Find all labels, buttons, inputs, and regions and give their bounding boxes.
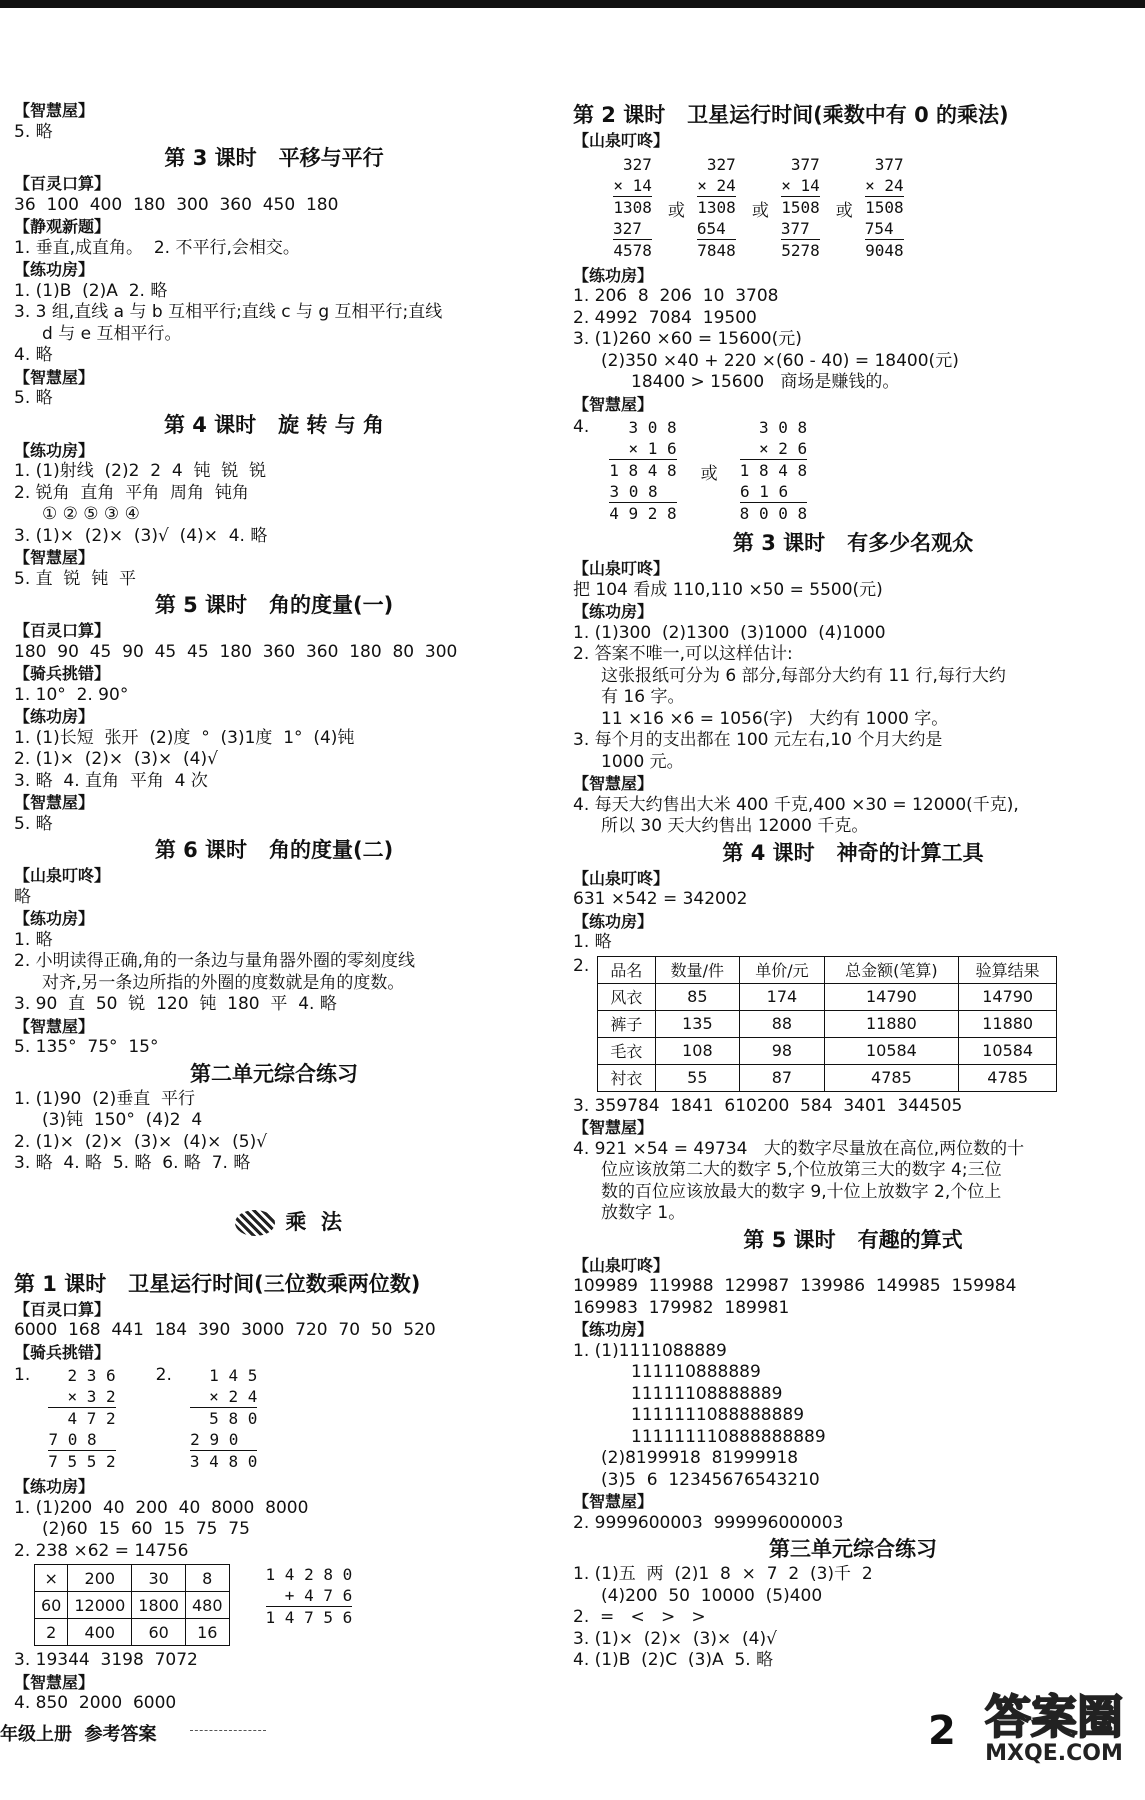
answer-line: 5. 135° 75° 15° (14, 1037, 159, 1057)
calc-line: × 2 4 (209, 1387, 258, 1406)
section-label: 【智慧屋】 (14, 548, 95, 567)
answer-line: (2)8199918 81999918 (601, 1448, 799, 1468)
calc-line: × 14 (781, 175, 820, 195)
answer-line: 2. 4992 7084 19500 (573, 307, 757, 328)
table-cell: 11880 (824, 1010, 958, 1037)
answer-line: ① ② ⑤ ③ ④ (42, 504, 140, 524)
section-label: 【山泉叮咚】 (573, 1255, 670, 1275)
answer-line: 3. 略 4. 略 5. 略 6. 略 7. 略 (14, 1153, 251, 1173)
calc-line: 6 1 6 (739, 482, 789, 501)
vertical-multiplication (740, 417, 807, 524)
calc-result: 7 5 5 2 (48, 1452, 116, 1471)
section-label: 【智慧屋】 (573, 1118, 654, 1137)
grid-cell: 200 (68, 1565, 132, 1592)
calc-result: 4578 (613, 240, 652, 260)
grid-cell: 400 (68, 1619, 132, 1646)
table-row (598, 983, 1057, 1010)
calc-line: × 2 6 (758, 439, 808, 458)
calc-line: + 4 7 6 (284, 1586, 353, 1605)
section-label: 【练功房】 (573, 1320, 654, 1339)
answer-line: 3. 359784 1841 610200 584 3401 344505 (573, 1095, 963, 1116)
calc-result: 1 4 7 5 6 (265, 1608, 353, 1627)
section-label: 【静观新题】 (14, 217, 111, 236)
section-label: 【百灵口算】 (14, 621, 111, 640)
grid-row (35, 1619, 230, 1646)
answer-line: 5. 略 (14, 388, 53, 408)
lesson-heading: 第 3 课时 平移与平行 (164, 146, 384, 170)
answer-line: 位应该放第二大的数字 5,个位放第三大的数字 4;三位 (601, 1160, 1002, 1180)
answer-line: 3. (1)260 ×60 = 15600(元) (573, 329, 802, 349)
lesson-heading: 第 3 课时 有多少名观众 (732, 531, 974, 555)
answer-line: 2. 小明读得正确,角的一条边与量角器外圈的零刻度线 (14, 951, 416, 971)
answer-line: 4. 略 (14, 345, 53, 365)
answer-line: 1. (1)300 (2)1300 (3)1000 (4)1000 (573, 622, 886, 643)
calc-line: 3 0 8 (628, 418, 677, 437)
section-label: 【练功房】 (573, 911, 654, 931)
answer-line: 2. (1)× (2)× (3)× (4)× (5)√ (14, 1131, 268, 1152)
table-header: 总金额(笔算) (824, 956, 958, 983)
vertical-calculations (573, 417, 1133, 524)
answer-line: 4. 850 2000 6000 (14, 1693, 177, 1713)
answer-line: 6000 168 441 184 390 3000 720 70 50 520 (14, 1320, 436, 1340)
answer-line: 4. 每天大约售出大米 400 千克,400 ×30 = 12000(千克), (573, 794, 1019, 815)
lesson-heading: 第 1 课时 卫星运行时间(三位数乘两位数) (14, 1271, 421, 1296)
grid-row (35, 1592, 230, 1619)
calc-line: 5 8 0 (190, 1407, 257, 1429)
lesson-heading: 第 5 课时 有趣的算式 (743, 1227, 963, 1252)
vertical-multiplication (865, 154, 904, 261)
grid-cell: 16 (185, 1619, 229, 1646)
vertical-calculations (613, 154, 1133, 261)
answer-line: 36 100 400 180 300 360 450 180 (14, 194, 339, 215)
section-label: 【练功房】 (14, 440, 95, 460)
answer-line: 4. 921 ×54 = 49734 大的数字尽量放在高位,两位数的十 (573, 1138, 1025, 1159)
top-border (0, 0, 1145, 8)
answer-line: 18400 > 15600 商场是赚钱的。 (631, 372, 900, 392)
unit-title-text: 乘 法 (285, 1209, 342, 1234)
answer-line: (3)5 6 12345676543210 (601, 1469, 820, 1490)
table-cell: 55 (655, 1064, 740, 1091)
answer-line: 631 ×542 = 342002 (573, 889, 748, 909)
calc-line: 377 (780, 218, 810, 238)
section-label: 【智慧屋】 (14, 1672, 95, 1692)
calc-line: 327 (706, 154, 736, 174)
answer-line: 2. (1)× (2)× (3)× (4)√ (14, 749, 218, 769)
item-number: 4. (573, 417, 590, 437)
answer-line: 2. 锐角 直角 平角 周角 钝角 (14, 482, 249, 503)
table-header-row (598, 956, 1057, 983)
lesson-heading: 第 6 课时 角的度量(二) (154, 838, 394, 862)
calc-line: 1 8 4 8 (739, 461, 808, 480)
answer-line: 1. (1)五 两 (2)1 8 × 7 2 (3)千 2 (573, 1564, 873, 1584)
calc-line: 377 (874, 154, 904, 174)
calc-line: 1308 (613, 197, 652, 217)
answer-line: 109989 119988 129987 139986 149985 159984 (573, 1276, 1017, 1296)
grid-cell: 60 (132, 1619, 186, 1646)
section-label: 【智慧屋】 (573, 774, 654, 793)
answer-line: 所以 30 天大约售出 12000 千克。 (601, 816, 869, 836)
answer-line: 1. 垂直,成直角。 2. 不平行,会相交。 (14, 237, 300, 258)
table-header: 单价/元 (740, 956, 825, 983)
table-header: 数量/件 (655, 956, 740, 983)
calc-line: × 3 2 (67, 1387, 116, 1406)
calc-line: 1508 (781, 197, 820, 217)
calc-line: 754 (864, 218, 894, 238)
section-label: 【智慧屋】 (14, 101, 95, 120)
section-label: 【骑兵挑错】 (14, 664, 111, 683)
answer-line: 180 90 45 90 45 45 180 360 360 180 80 300 (14, 641, 458, 662)
item-number: 1. (14, 1365, 31, 1385)
answer-line: 这张报纸可分为 6 部分,每部分大约有 11 行,每行大约 (601, 665, 1006, 686)
vertical-multiplication (781, 154, 820, 261)
vertical-multiplication (48, 1365, 115, 1472)
table-cell: 裤子 (598, 1010, 655, 1037)
or-label: 或 (751, 200, 769, 221)
watermark-logo (968, 1692, 1140, 1772)
answer-line: d 与 e 互相平行。 (42, 323, 182, 344)
calc-line: × 1 6 (628, 439, 677, 458)
section-label: 【山泉叮咚】 (14, 866, 111, 885)
answer-line: 数的百位应该放最大的数字 9,十位上放数字 2,个位上 (601, 1181, 1002, 1202)
table-cell: 135 (655, 1010, 740, 1037)
footer-label: 年级上册 参考答案 (0, 1724, 157, 1745)
answer-line: (2)350 ×40 + 220 ×(60 - 40) = 18400(元) (601, 350, 959, 371)
pricing-table-row (573, 956, 1133, 1092)
calc-line: 1508 (865, 197, 904, 217)
table-cell: 108 (655, 1037, 740, 1064)
calc-line: 4 7 2 (48, 1407, 115, 1429)
grid-cell: × (35, 1565, 68, 1592)
table-cell: 风衣 (598, 983, 655, 1010)
table-row (598, 1037, 1057, 1064)
calc-result: 5278 (781, 240, 820, 260)
lesson-heading: 第 2 课时 卫星运行时间(乘数中有 0 的乘法) (573, 103, 1009, 127)
answer-line: 1. (1)90 (2)垂直 平行 (14, 1088, 196, 1109)
answer-line: 11111108888889 (631, 1383, 783, 1404)
answer-line: 2. 9999600003 999996000003 (573, 1512, 844, 1533)
section-label: 【百灵口算】 (14, 174, 111, 193)
answer-line: 1000 元。 (601, 751, 684, 772)
table-cell: 14790 (959, 983, 1057, 1010)
answer-line: 111111110888888889 (631, 1426, 826, 1447)
calc-line: 3 0 8 (609, 482, 658, 501)
table-header: 验算结果 (959, 956, 1057, 983)
calc-line: 1 8 4 8 (609, 461, 677, 480)
answer-line: 5. 略 (14, 813, 53, 834)
table-cell: 4785 (959, 1064, 1057, 1091)
answer-line: 2. 答案不唯一,可以这样估计: (573, 644, 793, 664)
multiplication-grid (34, 1564, 230, 1646)
calc-line: 1 4 5 (209, 1366, 258, 1385)
grid-cell: 480 (185, 1592, 229, 1619)
vertical-multiplication (190, 1365, 257, 1472)
calc-line: 2 9 0 (190, 1430, 239, 1449)
calc-line: 3 0 8 (758, 418, 808, 437)
table-cell: 98 (740, 1037, 825, 1064)
calc-result: 8 0 0 8 (739, 504, 808, 523)
section-label: 【智慧屋】 (14, 793, 95, 812)
vertical-multiplication (609, 417, 676, 524)
logo-sub-text: MXQE.COM (985, 1741, 1123, 1766)
section-label: 【百灵口算】 (14, 1299, 111, 1319)
section-label: 【智慧屋】 (573, 394, 654, 414)
section-label: 【练功房】 (14, 1477, 95, 1496)
calc-line: 327 (613, 218, 642, 238)
answer-line: 略 (14, 886, 31, 907)
unit-title (14, 1177, 534, 1267)
unit-badge-icon (235, 1210, 275, 1236)
grid-cell: 60 (35, 1592, 68, 1619)
table-cell: 10584 (824, 1037, 958, 1064)
answer-line: (4)200 50 10000 (5)400 (601, 1585, 823, 1606)
calc-line: 654 (696, 218, 726, 238)
section-label: 【智慧屋】 (573, 1492, 654, 1511)
answer-line: 1. 10° 2. 90° (14, 684, 129, 705)
calc-result: 7848 (697, 240, 736, 260)
calc-result: 9048 (865, 240, 904, 260)
answer-line: 把 104 看成 110,110 ×50 = 5500(元) (573, 579, 883, 600)
unit-review-heading: 第三单元综合练习 (769, 1537, 937, 1561)
logo-main-text: 答案圈 (985, 1690, 1123, 1744)
answer-line: 4. (1)B (2)C (3)A 5. 略 (573, 1650, 774, 1670)
table-cell: 11880 (959, 1010, 1057, 1037)
calc-line: 2 3 6 (67, 1366, 116, 1385)
table-cell: 衬衣 (598, 1064, 655, 1091)
calc-line: 327 (623, 154, 652, 174)
grid-method (34, 1564, 534, 1646)
answer-line: 5. 略 (14, 121, 53, 142)
vertical-multiplication (697, 154, 736, 261)
item-number: 2. (155, 1365, 172, 1385)
calc-line: × 14 (613, 175, 652, 195)
table-cell: 174 (740, 983, 825, 1010)
table-header: 品名 (598, 956, 655, 983)
answer-line: 对齐,另一条边所指的外圈的度数就是角的度数。 (42, 972, 405, 993)
section-label: 【练功房】 (14, 260, 95, 279)
table-row (598, 1010, 1057, 1037)
answer-line: 5. 直 锐 钝 平 (14, 568, 137, 589)
table-row (598, 1064, 1057, 1091)
section-label: 【练功房】 (14, 707, 95, 726)
vertical-calculations (14, 1365, 534, 1472)
section-label: 【练功房】 (573, 602, 654, 621)
answer-line: 1. (1)长短 张开 (2)度 ° (3)1度 1° (4)钝 (14, 727, 355, 748)
answer-line: 3. 每个月的支出都在 100 元左右,10 个月大约是 (573, 730, 943, 750)
section-label: 【骑兵挑错】 (14, 1342, 111, 1362)
vertical-multiplication (613, 154, 652, 261)
answer-line: 3. 19344 3198 7072 (14, 1650, 198, 1670)
answer-line: 111110888889 (631, 1362, 761, 1382)
item-number: 2. (573, 955, 590, 976)
table-cell: 85 (655, 983, 740, 1010)
table-cell: 87 (740, 1064, 825, 1091)
calc-line: 377 (790, 154, 820, 174)
answer-line: 2. = < > > (573, 1607, 706, 1627)
section-label: 【山泉叮咚】 (573, 868, 670, 888)
footer-dash-line (190, 1730, 266, 1731)
section-label: 【练功房】 (14, 909, 95, 928)
answer-line: 1. (1)射线 (2)2 2 4 钝 锐 锐 (14, 461, 267, 481)
answer-line: 1. 206 8 206 10 3708 (573, 286, 779, 306)
calc-line: × 24 (697, 175, 736, 195)
lesson-heading: 第 4 课时 旋 转 与 角 (163, 412, 385, 437)
or-label: 或 (835, 200, 853, 221)
section-label: 【练功房】 (573, 265, 654, 285)
answer-line: 1. (1)200 40 200 40 8000 8000 (14, 1497, 309, 1518)
section-label: 【山泉叮咚】 (573, 131, 670, 150)
calc-line: 1 4 2 8 0 (265, 1565, 353, 1584)
calc-line: × 24 (865, 175, 904, 195)
calc-result: 3 4 8 0 (189, 1452, 258, 1471)
grid-cell: 8 (185, 1565, 229, 1592)
unit-review-heading: 第二单元综合练习 (190, 1061, 358, 1086)
answer-line: 1111111088888889 (631, 1405, 805, 1425)
section-label: 【山泉叮咚】 (573, 559, 670, 578)
table-cell: 4785 (824, 1064, 958, 1091)
answer-line: 1. 略 (14, 929, 53, 950)
section-label: 【智慧屋】 (14, 367, 95, 387)
table-cell: 10584 (959, 1037, 1057, 1064)
grid-cell: 30 (132, 1565, 186, 1592)
pricing-table (597, 956, 1057, 1092)
answer-line: 3. 略 4. 直角 平角 4 次 (14, 770, 208, 791)
answer-line: 3. (1)× (2)× (3)√ (4)× 4. 略 (14, 525, 268, 546)
grid-cell: 12000 (68, 1592, 132, 1619)
answer-line: 169983 179982 189981 (573, 1297, 790, 1318)
grid-cell: 2 (35, 1619, 68, 1646)
left-column (14, 100, 534, 1715)
page-number: 2 (928, 1708, 956, 1754)
calc-line: 1308 (697, 197, 736, 217)
table-cell: 毛衣 (598, 1037, 655, 1064)
answer-line: 11 ×16 ×6 = 1056(字) 大约有 1000 字。 (601, 708, 949, 729)
or-label: 或 (700, 464, 718, 484)
grid-cell: 1800 (132, 1592, 186, 1619)
calc-line: 7 0 8 (48, 1430, 97, 1449)
lesson-heading: 第 4 课时 神奇的计算工具 (722, 840, 984, 865)
answer-line: 有 16 字。 (601, 687, 685, 707)
or-label: 或 (667, 200, 685, 221)
answer-line: 3. 3 组,直线 a 与 b 互相平行;直线 c 与 g 互相平行;直线 (14, 302, 443, 322)
answer-line: 1. 略 (573, 932, 612, 952)
answer-line: (2)60 15 60 15 75 75 (42, 1519, 250, 1539)
answer-line: 放数字 1。 (601, 1203, 686, 1223)
table-cell: 14790 (824, 983, 958, 1010)
table-cell: 88 (740, 1010, 825, 1037)
lesson-heading: 第 5 课时 角的度量(一) (154, 593, 394, 617)
right-column (573, 100, 1133, 1672)
grid-row (35, 1565, 230, 1592)
answer-line: 3. (1)× (2)× (3)× (4)√ (573, 1628, 777, 1649)
vertical-addition (266, 1564, 353, 1628)
answer-line: 2. 238 ×62 = 14756 (14, 1540, 189, 1561)
answer-line: 3. 90 直 50 锐 120 钝 180 平 4. 略 (14, 994, 337, 1014)
answer-line: 1. (1)B (2)A 2. 略 (14, 280, 168, 301)
calc-result: 4 9 2 8 (609, 504, 677, 523)
answer-line: (3)钝 150° (4)2 4 (42, 1110, 203, 1130)
section-label: 【智慧屋】 (14, 1016, 95, 1036)
answer-line: 1. (1)1111088889 (573, 1340, 727, 1361)
